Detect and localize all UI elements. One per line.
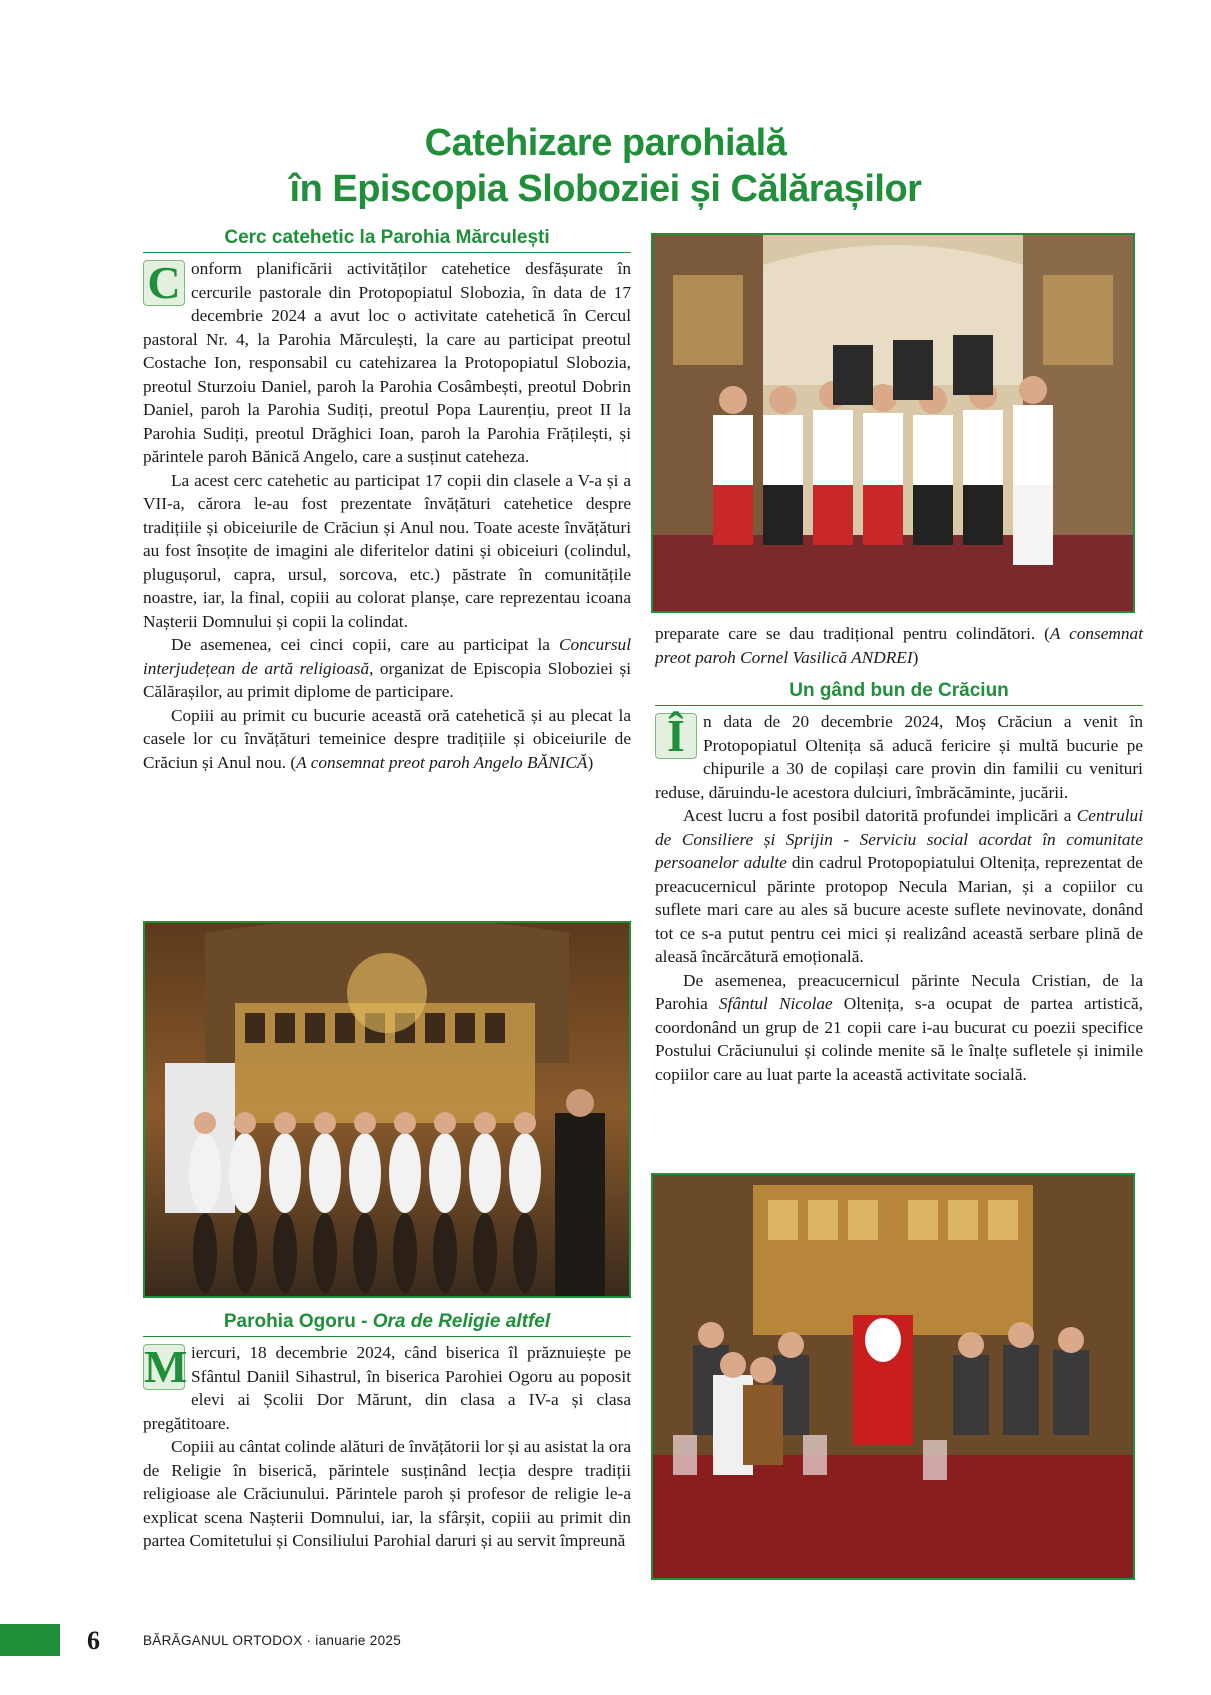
paragraph: Copiii au primit cu bucurie această oră catehetică și au plecat la casele lor cu învățături temeinice despre tradițiile și obiceiurile de Crăciun și Anul nou. (A consemnat preot paroh Angelo BĂNICĂ) [143, 705, 631, 772]
article-title [0, 120, 1211, 212]
left-column-ogoru [143, 1310, 631, 1553]
title-line-2: în Episcopia Sloboziei și Călărașilor [289, 168, 922, 210]
right-column [655, 622, 1143, 1086]
paragraph: Acest lucru a fost posibil datorită profundei implicări a Centrului de Consiliere și Sprijin - Serviciu social acordat în comunitate persoanelor adulte din cadrul Protopopiatului Oltenița, reprezentat de preacucernicul părinte protopop Necula Marian, și a copiilor cu suflete mari care au ales să bucure aceste suflete nevinovate, donând tot ce s-a putut pentru cei mici și realizând această serbare plină de aleasă încărcătură emoțională. [655, 806, 1143, 966]
drop-cap: Î [655, 713, 697, 759]
drop-cap: M [144, 1341, 188, 1392]
drop-cap: C [143, 260, 185, 306]
photo-church-students [143, 921, 631, 1298]
page-number: 6 [87, 1626, 100, 1655]
footer-accent-bar [0, 1624, 60, 1656]
left-column [143, 226, 631, 774]
paragraph: La acest cerc catehetic au participat 17 copii din clasele a V-a și a VII-a, cărora le-au fost prezentate învățături catehetice despre tradițiile și obiceiurile de Crăciun și Anul nou. Toate aceste învățături au fost însoțite de imagini ale diferitelor datini și obiceiuri (colindul, plugușorul, capra, ursul, sorcova, etc.) păstrate în comunitățile noastre, iar, la final, copiii au colorat planșe, care reprezentau icoana Nașterii Domnului și copii la colindat. [143, 470, 631, 631]
magazine-name: BĂRĂGANUL ORTODOX [143, 1633, 303, 1648]
paragraph: De asemenea, preacucernicul părinte Necula Cristian, de la Parohia Sfântul Nicolae Oltenița, s-a ocupat de partea artistică, coordonând un grup de 21 copii care i-au bucurat cu poezii specifice Postului Crăciunului și colinde menite să le înalțe sufletele și inimile copiilor care au luat parte la această activitate socială. [655, 970, 1143, 1084]
paragraph: M iercuri, 18 decembrie 2024, când biserica îl prăznuiește pe Sfântul Daniil Sihastrul, în biserica Parohiei Ogoru au poposit elevi ai Școlii Dor Mărunt, din clasa a IV-a și clasa pregătitoare. [143, 1341, 631, 1433]
paragraph: De asemenea, cei cinci copii, care au participat la Concursul interjudețean de artă religioasă, organizat de Episcopia Sloboziei și Călărașilor, au primit diplome de participare. [143, 635, 631, 701]
paragraph: Î n data de 20 decembrie 2024, Moș Crăciun a venit în Protopopiatul Oltenița să aducă fericire și multă bucurie pe chipurile a 30 de copilași care provin din familii cu venituri reduse, dăruindu-le acestora dulciuri, îmbrăcăminte, jucării. [655, 710, 1143, 802]
photo-santa-children [651, 1173, 1135, 1580]
paragraph: preparate care se dau tradițional pentru colindători. (A consemnat preot paroh Cornel Vasilică ANDREI) [655, 624, 1143, 667]
magazine-footer [143, 1633, 401, 1648]
photo-children-folk-costumes [651, 233, 1135, 613]
paragraph: Copiii au cântat colinde alături de învățătorii lor și au asistat la ora de Religie în biserică, părintele susținând lecția despre tradiții religioase ale Crăciunului. Părintele paroh și profesor de religie le-a explicat scena Nașterii Domnului, iar, la sfârșit, copiii au primit din partea Comitetului și Consiliului Parohial daruri și au servit împreună [143, 1437, 631, 1550]
section-heading-craciun: Un gând bun de Crăciun [655, 679, 1143, 706]
title-line-1: Catehizare parohială [424, 122, 787, 164]
paragraph: C onform planificării activităților catehetice desfășurate în cercurile pastorale din Protopopiatul Slobozia, în data de 17 decembrie 2024 a avut loc o activitate catehetică în Cercul pastoral Nr. 4, la Parohia Mărculești, la care au participat preotul Costache Ion, responsabil cu catehizarea la Protopopiatul Slobozia, preotul Sturzoiu Daniel, paroh la Parohia Cosâmbești, preotul Dobrin Daniel, paroh la Parohia Sudiți, preotul Popa Laurențiu, preot II la Parohia Sudiți, preotul Drăghici Ioan, paroh la Parohia Frățilești, și părintele paroh Bănică Angelo, care a susținut cateheza. [143, 257, 631, 466]
section-heading-ogoru: Parohia Ogoru - Ora de Religie altfel [143, 1310, 631, 1337]
section-heading-marculesti: Cerc catehetic la Parohia Mărculești [143, 226, 631, 253]
issue-date: · ianuarie 2025 [302, 1633, 402, 1648]
